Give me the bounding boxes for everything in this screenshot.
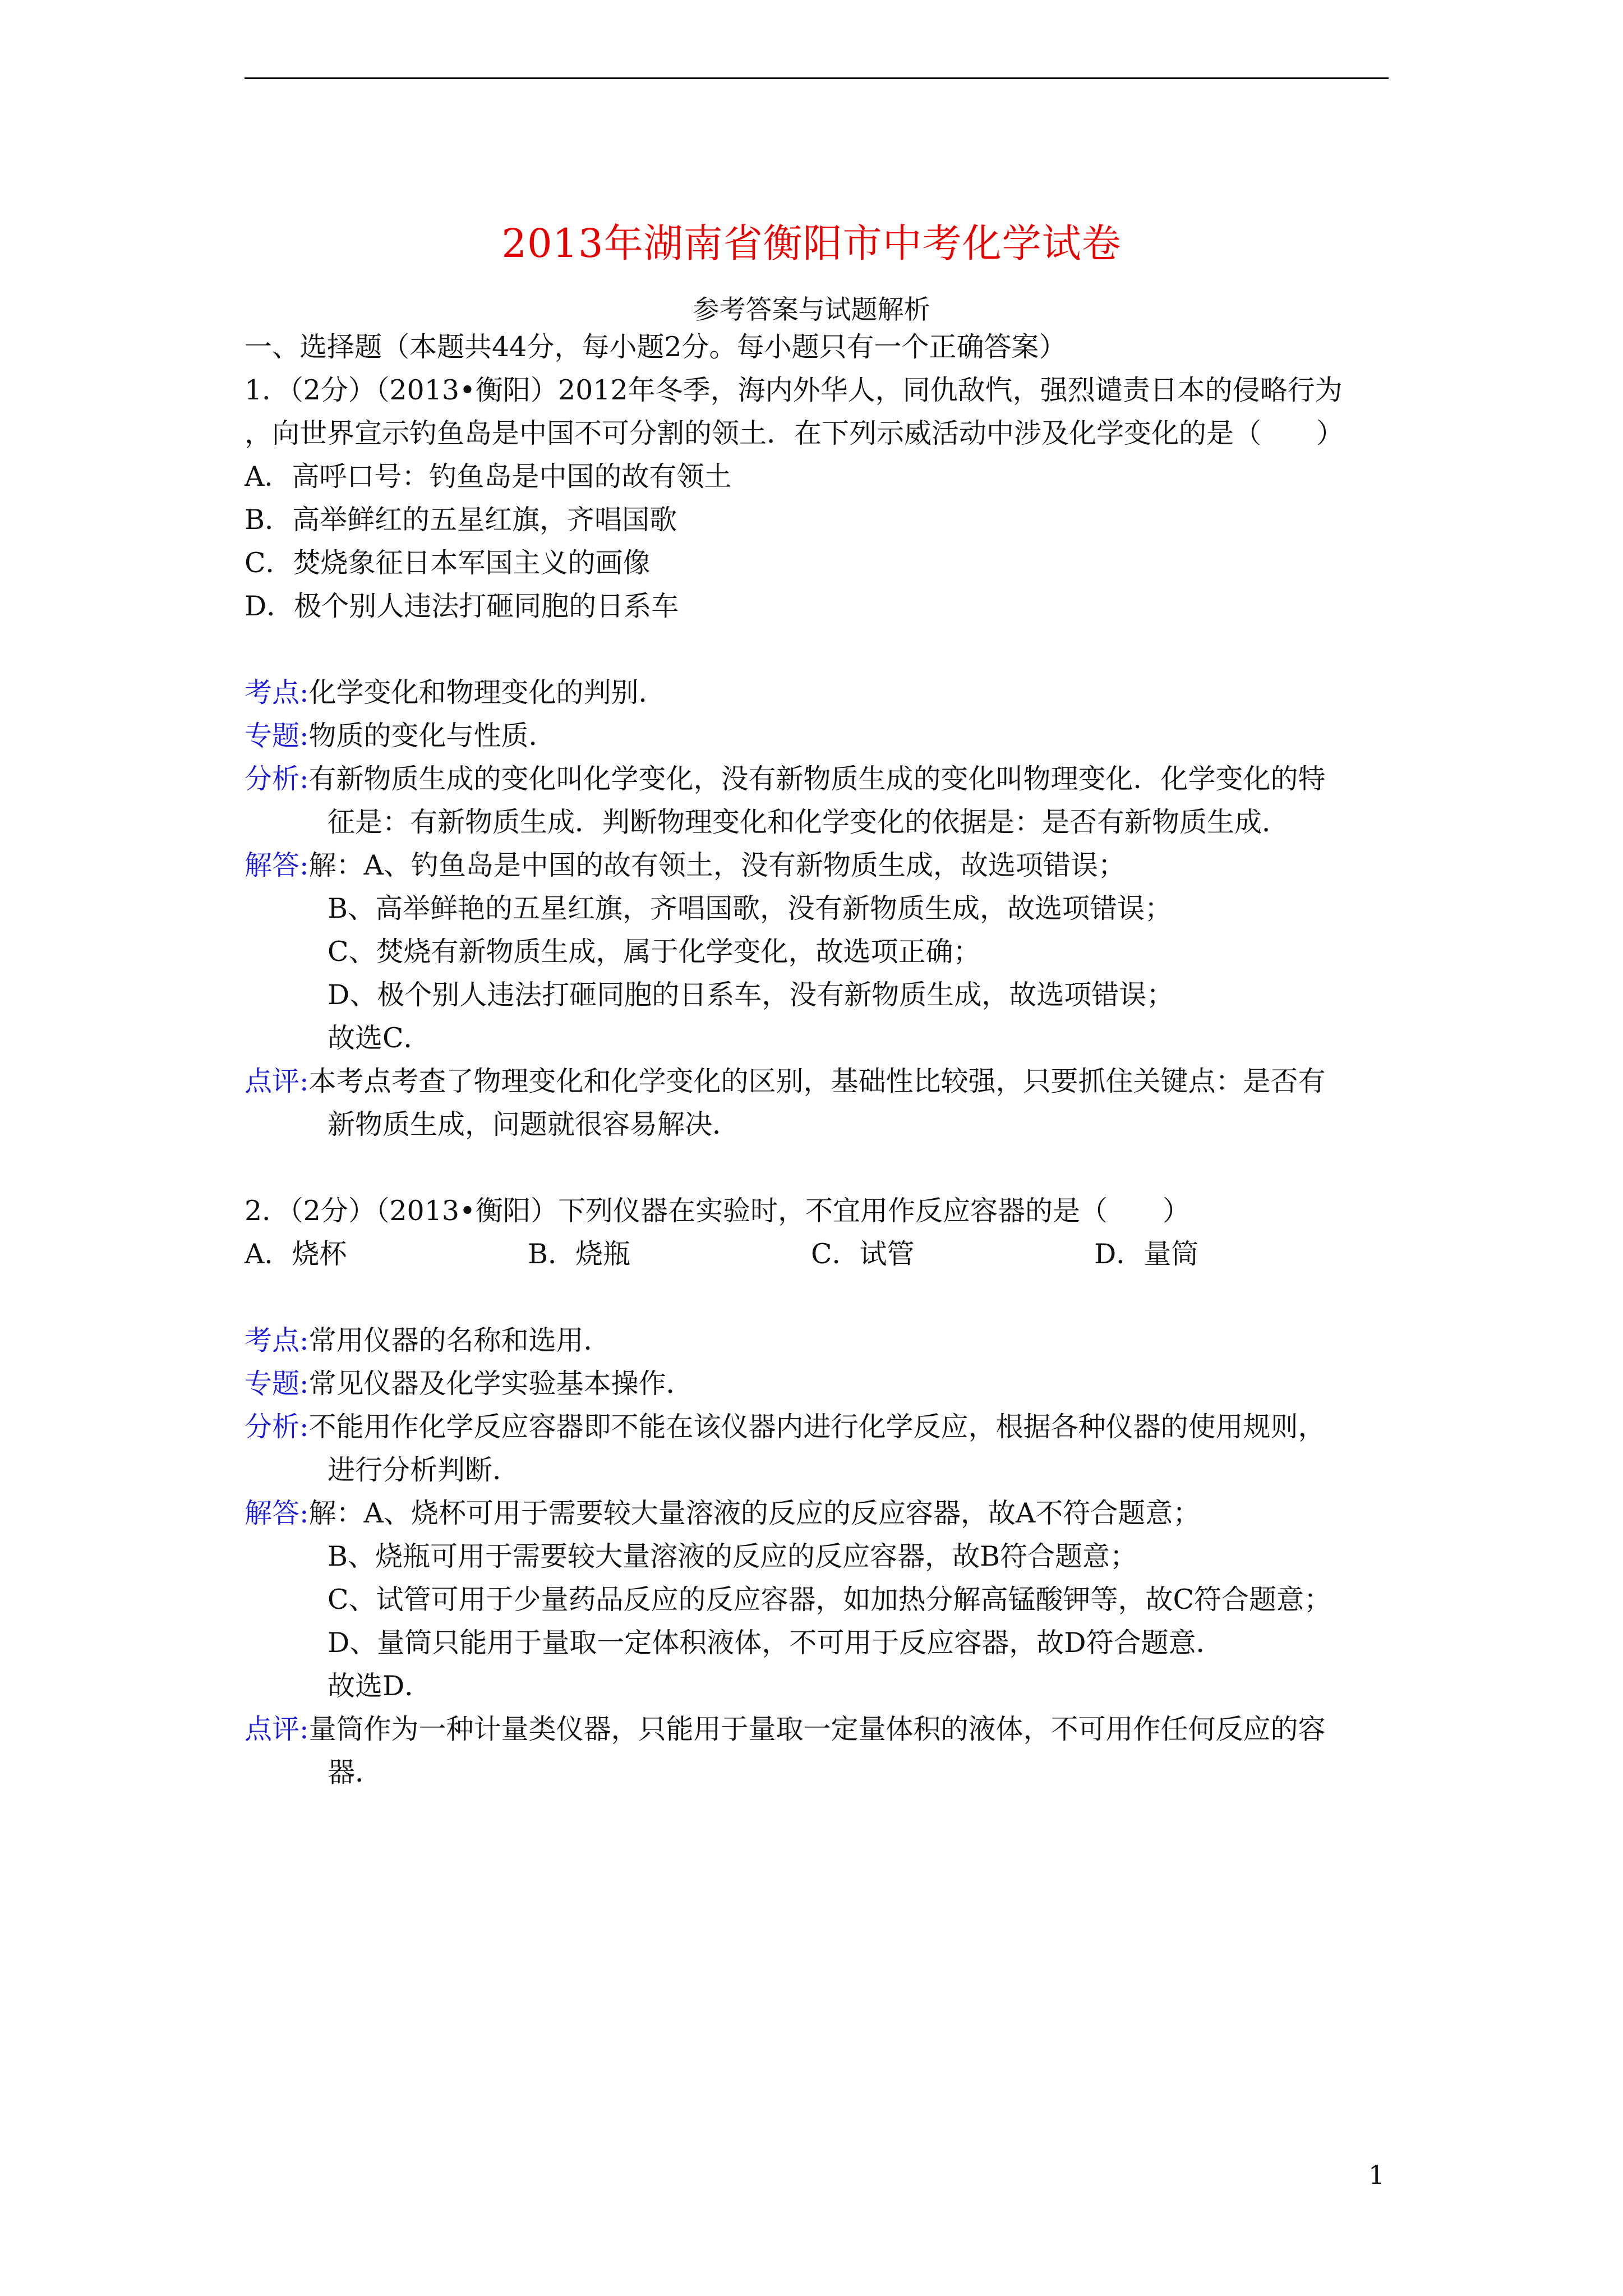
zhuanti-label: 专题:	[245, 1368, 309, 1400]
jieda-text: 故选C．	[328, 1022, 431, 1054]
option-c: C．焚烧象征日本军国主义的画像	[245, 547, 651, 579]
zhuanti-label: 专题:	[245, 720, 309, 752]
option-d: D．极个别人违法打砸同胞的日系车	[245, 590, 679, 622]
option-a: A．高呼口号：钓鱼岛是中国的故有领土	[245, 461, 732, 493]
fenxi-text: 不能用作化学反应容器即不能在该仪器内进行化学反应，根据各种仪器的使用规则，	[308, 1411, 1326, 1443]
dianping-label: 点评:	[245, 1065, 309, 1097]
jieda-label: 解答:	[245, 849, 309, 881]
option-b: B．高举鲜红的五星红旗，齐唱国歌	[245, 504, 677, 536]
kaodian-label: 考点:	[245, 677, 309, 708]
option-b: B．烧瓶	[528, 1238, 631, 1270]
kaodian-text: 化学变化和物理变化的判别．	[308, 677, 666, 708]
fenxi-text: 征是：有新物质生成．判断物理变化和化学变化的依据是：是否有新物质生成．	[328, 806, 1290, 838]
fenxi-text: 进行分析判断．	[328, 1454, 520, 1486]
dianping-text: 量筒作为一种计量类仪器，只能用于量取一定量体积的液体，不可用作任何反应的容	[308, 1713, 1326, 1745]
jieda-row	[245, 1492, 1394, 1535]
jieda-text: C、焚烧有新物质生成，属于化学变化，故选项正确；	[328, 936, 981, 968]
question-stem: 2．（2分）（2013•衡阳）下列仪器在实验时，不宜用作反应容器的是（ ）	[245, 1195, 1190, 1227]
kaodian-row	[245, 1319, 1394, 1362]
option-c: C．试管	[811, 1238, 915, 1270]
kaodian-row	[245, 671, 1394, 714]
jieda-text: D、量筒只能用于量取一定体积液体，不可用于反应容器，故D符合题意．	[328, 1627, 1224, 1659]
fenxi-text: 有新物质生成的变化叫化学变化，没有新物质生成的变化叫物理变化．化学变化的特	[308, 763, 1326, 795]
dianping-label: 点评:	[245, 1713, 309, 1745]
option-a: A．烧杯	[245, 1238, 347, 1270]
question-1	[245, 369, 1394, 1146]
jieda-text: B、烧瓶可用于需要较大量溶液的反应的反应容器，故B符合题意；	[328, 1540, 1138, 1572]
fenxi-row	[245, 757, 1394, 800]
jieda-label: 解答:	[245, 1497, 309, 1529]
dianping-text: 器．	[328, 1756, 383, 1788]
question-stem: ，向世界宣示钓鱼岛是中国不可分割的领土．在下列示威活动中涉及化学变化的是（ ）	[245, 417, 1344, 449]
zhuanti-row	[245, 714, 1394, 757]
option-d: D．量筒	[1094, 1238, 1199, 1270]
fenxi-label: 分析:	[245, 763, 309, 795]
options-row	[245, 1232, 1394, 1276]
jieda-row	[245, 844, 1394, 887]
jieda-text: 解：A、烧杯可用于需要较大量溶液的反应的反应容器，故A不符合题意；	[308, 1497, 1201, 1529]
question-2	[245, 1189, 1394, 1794]
kaodian-text: 常用仪器的名称和选用．	[308, 1324, 611, 1356]
page-title: 2013年湖南省衡阳市中考化学试卷	[501, 220, 1122, 266]
dianping-text: 本考点考查了物理变化和化学变化的区别，基础性比较强，只要抓住关键点：是否有	[308, 1065, 1326, 1097]
jieda-text: C、试管可用于少量药品反应的反应容器，如加热分解高锰酸钾等，故C符合题意；	[328, 1584, 1331, 1616]
jieda-text: 故选D．	[328, 1670, 432, 1702]
header-rule	[245, 77, 1389, 79]
jieda-text: 解：A、钓鱼岛是中国的故有领土，没有新物质生成，故选项错误；	[308, 849, 1126, 881]
zhuanti-row	[245, 1362, 1394, 1405]
zhuanti-text: 常见仪器及化学实验基本操作．	[308, 1368, 694, 1400]
dianping-row	[245, 1708, 1394, 1751]
dianping-text: 新物质生成，问题就很容易解决．	[328, 1108, 740, 1140]
fenxi-label: 分析:	[245, 1411, 309, 1443]
kaodian-label: 考点:	[245, 1324, 309, 1356]
page-number: 1	[1368, 2160, 1385, 2190]
document-body	[245, 325, 1394, 1794]
section-title: 一、选择题（本题共44分，每小题2分。每小题只有一个正确答案）	[245, 331, 1067, 363]
dianping-row	[245, 1060, 1394, 1103]
page-subtitle: 参考答案与试题解析	[693, 295, 930, 325]
question-stem: 1．（2分）（2013•衡阳）2012年冬季，海内外华人，同仇敌忾，强烈谴责日本的侵略行为	[245, 374, 1343, 406]
jieda-text: B、高举鲜艳的五星红旗，齐唱国歌，没有新物质生成，故选项错误；	[328, 892, 1173, 924]
zhuanti-text: 物质的变化与性质．	[308, 720, 556, 752]
fenxi-row	[245, 1405, 1394, 1448]
jieda-text: D、极个别人违法打砸同胞的日系车，没有新物质生成，故选项错误；	[328, 979, 1174, 1011]
